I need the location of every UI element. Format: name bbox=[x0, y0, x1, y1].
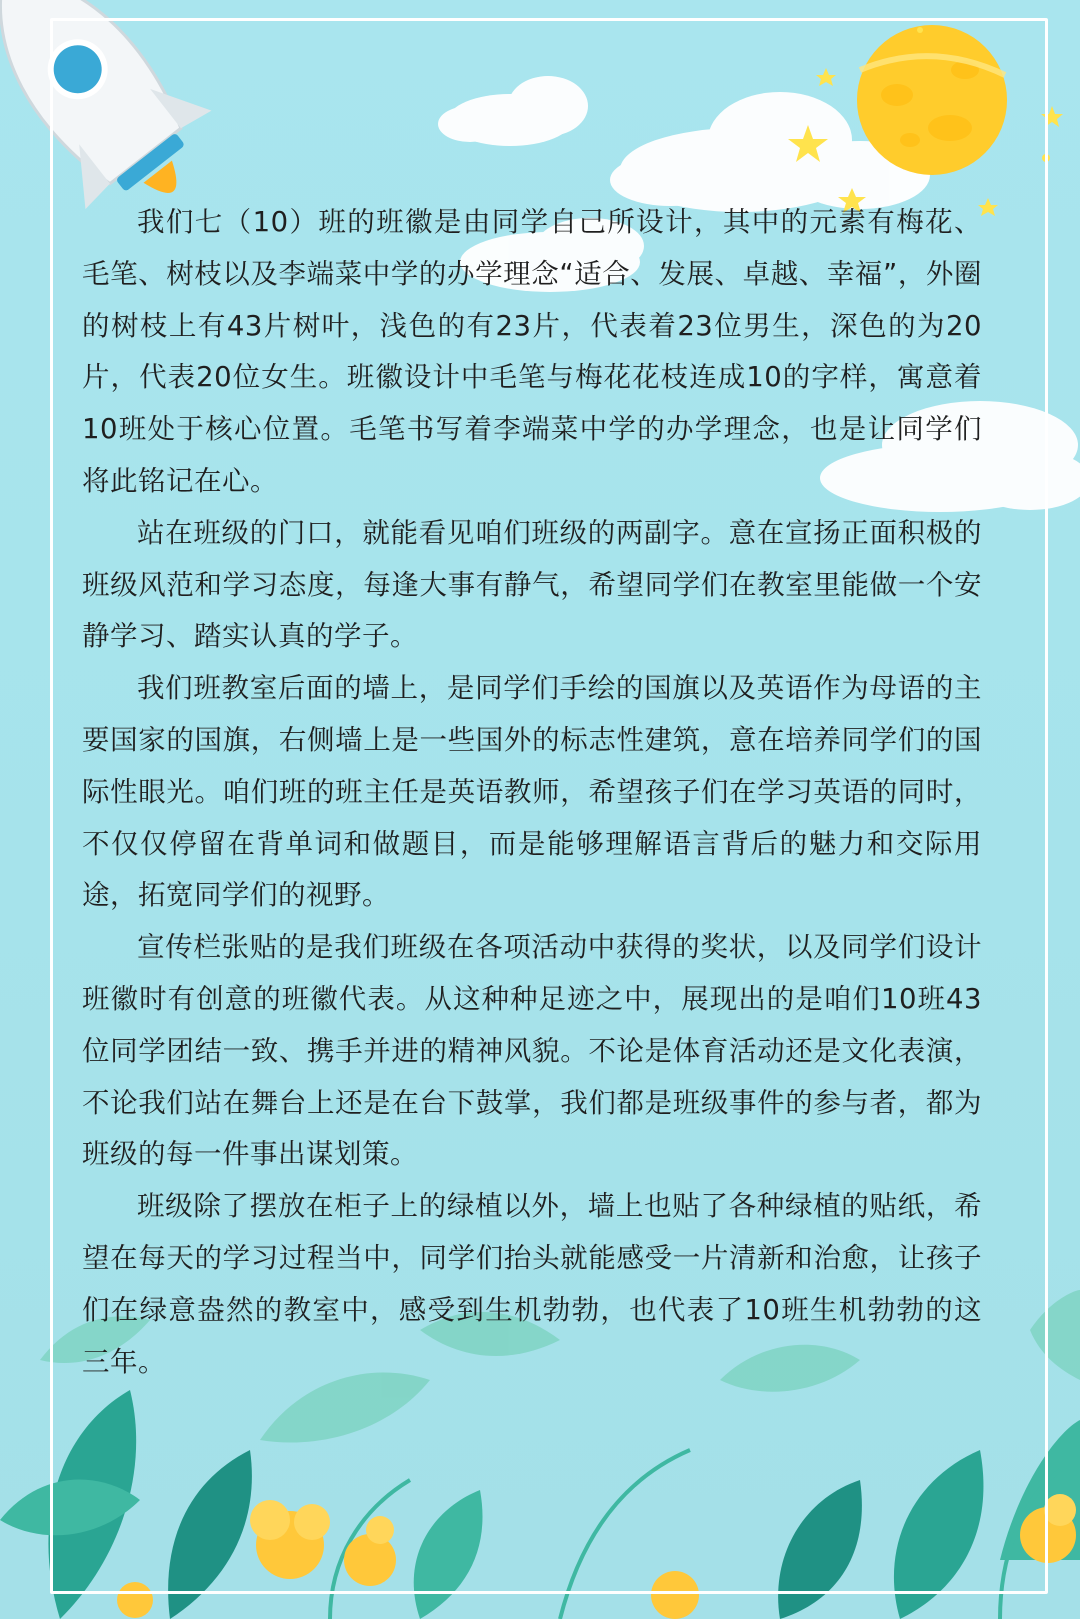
paragraph-door-calligraphy: 站在班级的门口，就能看见咱们班级的两副字。意在宣扬正面积极的班级风范和学习态度，每逢大事有静气，希望同学们在教室里能做一个安静学习、踏实认真的学子。 bbox=[82, 516, 982, 653]
paragraph-class-emblem: 我们七（10）班的班徽是由同学自己所设计，其中的元素有梅花、毛笔、树枝以及李端菜中学的办学理念“适合、发展、卓越、幸福”，外圈的树枝上有43片树叶，浅色的有23片，代表着23位男生，深色的为20片，代表20位女生。班徽设计中毛笔与梅花花枝连成10的字样，寓意着10班处于核心位置。毛笔书写着李端菜中学的办学理念，也是让同学们将此铭记在心。 bbox=[82, 206, 982, 497]
paragraph-back-wall-flags: 我们班教室后面的墙上，是同学们手绘的国旗以及英语作为母语的主要国家的国旗，右侧墙上是一些国外的标志性建筑，意在培养同学们的国际性眼光。咱们班的班主任是英语教师，希望孩子们在学习英语的同时，不仅仅停留在背单词和做题目，而是能够理解语言背后的魅力和交际用途，拓宽同学们的视野。 bbox=[82, 672, 982, 912]
paragraph-bulletin-board: 宣传栏张贴的是我们班级在各项活动中获得的奖状，以及同学们设计班徽时有创意的班徽代表。从这种种足迹之中，展现出的是咱们10班43位同学团结一致、携手并进的精神风貌。不论是体育活动还是文化表演，不论我们站在舞台上还是在台下鼓掌，我们都是班级事件的参与者，都为班级的每一件事出谋划策。 bbox=[82, 931, 982, 1171]
article-body bbox=[82, 197, 982, 1388]
paragraph-green-plants: 班级除了摆放在柜子上的绿植以外，墙上也贴了各种绿植的贴纸，希望在每天的学习过程当中，同学们抬头就能感受一片清新和治愈，让孩子们在绿意盎然的教室中，感受到生机勃勃，也代表了10班生机勃勃的这三年。 bbox=[82, 1190, 982, 1378]
